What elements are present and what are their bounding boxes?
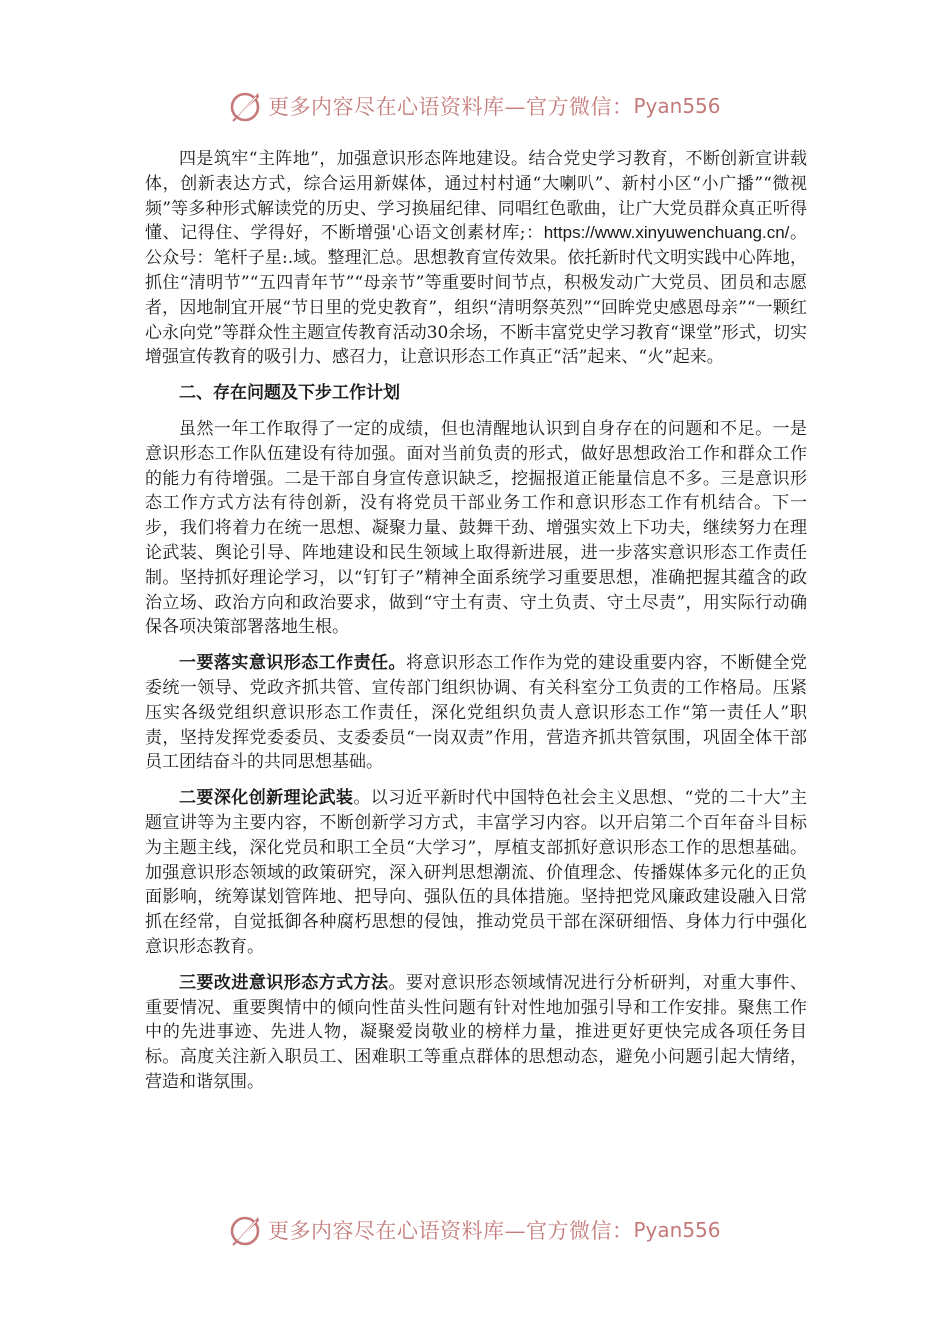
paragraph-text-continued: 。公众号：笔杆子星:.域。整理汇总。思想教育宣传效果。依托新时代文明实践中心阵地，抓住“清明节”“五四青年节”“母亲节”等重要时间节点，积极发动广大党员、团员和志愿者，因地制宜开展“节日里的党史教育”，组织“清明祭英烈”“回眸党史感恩母亲”“一颗红心永向党”等群众性主题宣传教育活动30余场，不断丰富党史学习教育“课堂”形式，切实增强宣传教育的吸引力、感召力，让意识形态工作真正“活”起来、“火”起来。 <box>145 223 808 368</box>
paragraph-body-theory: 。以习近平新时代中国特色社会主义思想、“党的二十大”主题宣讲等为主要内容，不断创新学习方式，丰富学习内容。以开启第二个百年奋斗目标为主题主线，深化党员和职工全员“大学习”，厚植支部抓好意识形态工作的思想基础。加强意识形态领域的政策研究，深入研判思想潮流、价值理念、传播媒体多元化的正负面影响，统筹谋划管阵地、把导向、强队伍的具体措施。坚持把党风廉政建设融入日常抓在经常，自觉抵御各种腐朽思想的侵蚀，推动党员干部在深研细悟、身体力行中强化意识形态教育。 <box>145 788 807 957</box>
paragraph-text: 四是筑牢“主阵地”，加强意识形态阵地建设。结合党史学习教育，不断创新宣讲载体，创新表达方式，综合运用新媒体，通过村村通“大喇叭”、新村小区“小广播”“微视频”等多种形式解读党的历史、学习换届纪律、同唱红色歌曲，让广大党员群众真正听得懂、记得住、学得好，不断增强'心语文创素材库;： <box>145 149 807 244</box>
paragraph-theory-armament <box>145 786 807 960</box>
section-heading-problems-plan: 二、存在问题及下步工作计划 <box>179 383 400 404</box>
paragraph-lead-theory: 二要深化创新理论武装 <box>179 788 354 809</box>
footer-watermark-banner <box>228 1210 721 1250</box>
banner-text: 更多内容尽在心语资料库—官方微信： <box>268 1219 634 1243</box>
paragraph-lead-responsibility: 一要落实意识形态工作责任。 <box>179 653 406 674</box>
website-url: https://www.xinyuwenchuang.cn/ <box>543 223 790 243</box>
banner-wechat-id: Pyan556 <box>633 94 721 118</box>
paragraph-methods <box>145 971 807 1095</box>
paragraph-responsibility <box>145 651 807 775</box>
paragraph-body-methods: 。要对意识形态领域情况进行分析研判，对重大事件、重要情况、重要舆情中的倾向性苗头性问题有针对性地加强引导和工作安排。聚焦工作中的先进事迹、先进人物，凝聚爱岗敬业的榜样力量，推进更好更快完成各项任务目标。高度关注新入职员工、困难职工等重点群体的思想动态，避免小问题引起大情绪，营造和谐氛围。 <box>145 972 808 1092</box>
paragraph-lead-methods: 三要改进意识形态方式方法 <box>179 972 389 993</box>
quill-logo-icon <box>228 1212 264 1248</box>
header-watermark-banner <box>228 86 721 126</box>
quill-logo-icon <box>228 88 264 124</box>
document-body <box>145 147 807 1095</box>
paragraph-body-responsibility: 将意识形态工作作为党的建设重要内容，不断健全党委统一领导、党政齐抓共管、宣传部门组织协调、有关科室分工负责的工作格局。压紧压实各级党组织意识形态工作责任，深化党组织负责人意识形态工作“第一责任人”职责，坚持发挥党委委员、支委委员“一岗双责”作用，营造齐抓共管氛围，巩固全体干部员工团结奋斗的共同思想基础。 <box>145 653 808 773</box>
banner-text: 更多内容尽在心语资料库—官方微信： <box>268 95 634 119</box>
banner-wechat-id: Pyan556 <box>633 1218 721 1242</box>
paragraph-problems: 虽然一年工作取得了一定的成绩，但也清醒地认识到自身存在的问题和不足。一是意识形态工作队伍建设有待加强。面对当前负责的形式，做好思想政治工作和群众工作的能力有待增强。二是干部自身宣传意识缺乏，挖掘报道正能量信息不多。三是意识形态工作方式方法有待创新，没有将党员干部业务工作和意识形态工作有机结合。下一步，我们将着力在统一思想、凝聚力量、鼓舞干劲、增强实效上下功夫，继续努力在理论武装、舆论引导、阵地建设和民生领域上取得新进展，进一步落实意识形态工作责任制。坚持抓好理论学习，以“钉钉子”精神全面系统学习重要思想，准确把握其蕴含的政治立场、政治方向和政治要求，做到“守土有责、守土负责、守土尽责”，用实际行动确保各项决策部署落地生根。 <box>145 418 807 638</box>
paragraph-position-building <box>145 147 807 370</box>
